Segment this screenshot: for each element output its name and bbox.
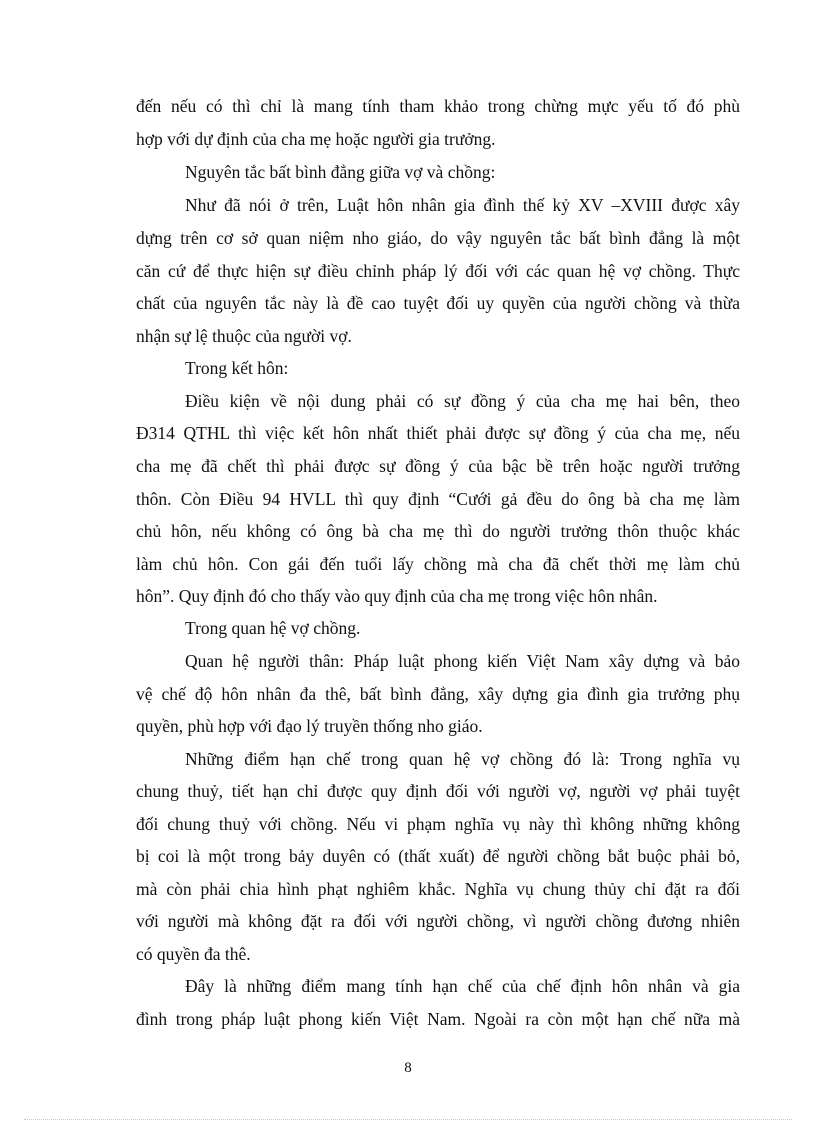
body-text-line: Như đã nói ở trên, Luật hôn nhân gia đình thế kỷ XV –XVIII được xây <box>185 195 740 215</box>
body-text-line: đình trong pháp luật phong kiến Việt Nam. Ngoài ra còn một hạn chế nữa mà <box>136 1009 740 1029</box>
body-text-line: bị coi là một trong bảy duyên có (thất xuất) để người chồng bắt buộc phải bỏ, <box>136 846 740 866</box>
page-number: 8 <box>404 1060 412 1076</box>
section-heading: Trong quan hệ vợ chồng. <box>185 618 361 638</box>
body-text-line: cha mẹ đã chết thì phải được sự đồng ý của bậc bề trên hoặc người trưởng <box>136 456 740 476</box>
body-text-line: với người mà không đặt ra đối với người chồng, vì người chồng đương nhiên <box>136 911 740 931</box>
body-text-line: hôn”. Quy định đó cho thấy vào quy định của cha mẹ trong việc hôn nhân. <box>136 586 658 606</box>
body-text-line: Đ314 QTHL thì việc kết hôn nhất thiết phải được sự đồng ý của cha mẹ, nếu <box>136 423 740 443</box>
body-text-line: có quyền đa thê. <box>136 944 251 964</box>
body-text-line: Những điểm hạn chế trong quan hệ vợ chồng đó là: Trong nghĩa vụ <box>185 749 740 769</box>
page-bottom-edge <box>24 1119 792 1120</box>
body-text-line: Điều kiện về nội dung phải có sự đồng ý của cha mẹ hai bên, theo <box>185 391 740 411</box>
body-text-line: Quan hệ người thân: Pháp luật phong kiến Việt Nam xây dựng và bảo <box>185 651 740 671</box>
section-heading: Trong kết hôn: <box>185 358 289 378</box>
body-text-line: hợp với dự định của cha mẹ hoặc người gia trưởng. <box>136 129 496 149</box>
section-heading: Nguyên tắc bất bình đẳng giữa vợ và chồng: <box>185 162 496 182</box>
body-text-line: đến nếu có thì chỉ là mang tính tham khảo trong chừng mực yếu tố đó phù <box>136 96 740 116</box>
body-text-line: mà còn phải chia hình phạt nghiêm khắc. Nghĩa vụ chung thủy chỉ đặt ra đối <box>136 879 740 899</box>
body-text-line: căn cứ để thực hiện sự điều chỉnh pháp lý đối với các quan hệ vợ chồng. Thực <box>136 261 740 281</box>
body-text-line: làm chủ hôn. Con gái đến tuổi lấy chồng mà cha đã chết thời mẹ làm chủ <box>136 554 740 574</box>
body-text-line: thôn. Còn Điều 94 HVLL thì quy định “Cưới gả đều do ông bà cha mẹ làm <box>136 489 740 509</box>
body-text-line: chung thuỷ, tiết hạn chỉ được quy định đối với người vợ, người vợ phải tuyệt <box>136 781 740 801</box>
body-text-line: chất của nguyên tắc này là đề cao tuyệt đối uy quyền của người chồng và thừa <box>136 293 740 313</box>
body-text-line: dựng trên cơ sở quan niệm nho giáo, do vậy nguyên tắc bất bình đẳng là một <box>136 228 740 248</box>
body-text-line: đối chung thuỷ với chồng. Nếu vi phạm nghĩa vụ này thì không những không <box>136 814 740 834</box>
body-text-line: quyền, phù hợp với đạo lý truyền thống nho giáo. <box>136 716 483 736</box>
body-text-line: Đây là những điểm mang tính hạn chế của chế định hôn nhân và gia <box>185 976 740 996</box>
body-text-line: chủ hôn, nếu không có ông bà cha mẹ thì do người trưởng thôn thuộc khác <box>136 521 740 541</box>
body-text-line: vệ chế độ hôn nhân đa thê, bất bình đẳng, xây dựng gia đình gia trưởng phụ <box>136 684 740 704</box>
body-text-line: nhận sự lệ thuộc của người vợ. <box>136 326 352 346</box>
